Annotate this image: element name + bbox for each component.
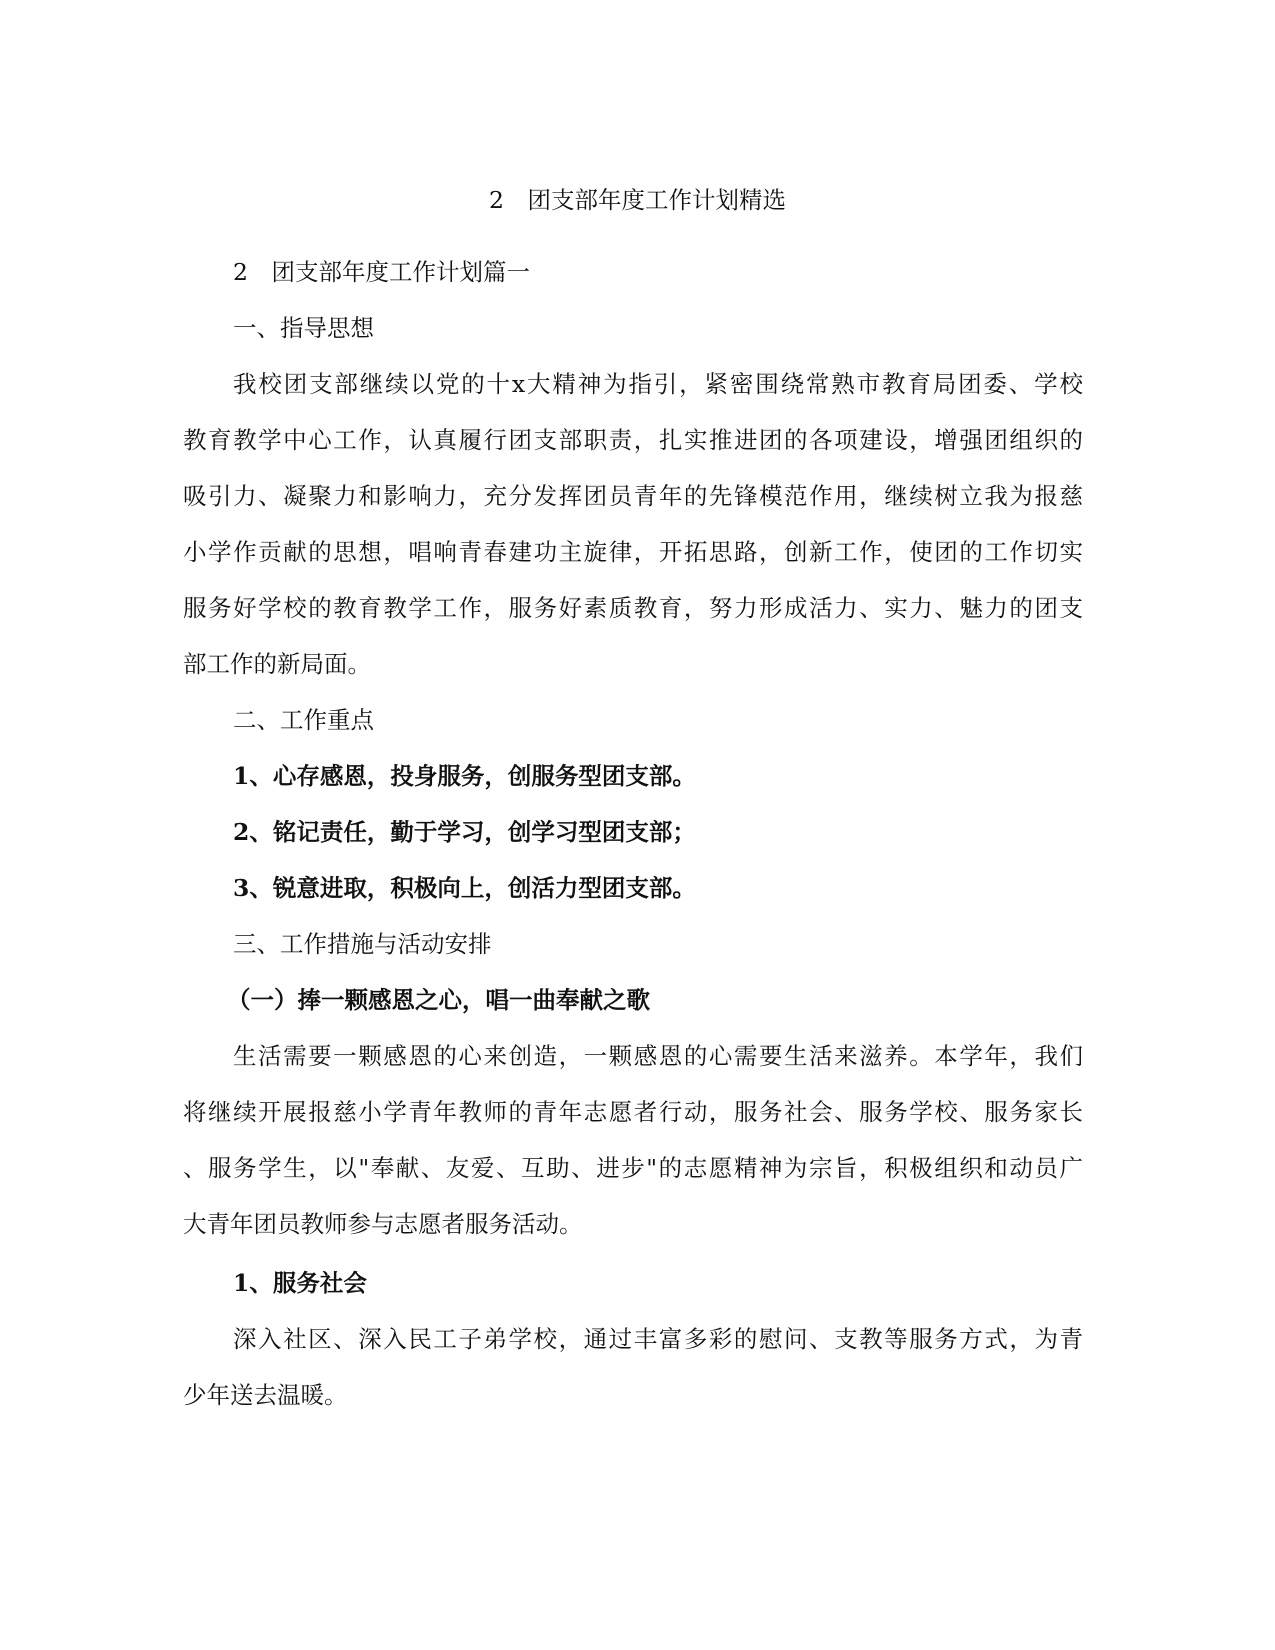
paragraph-line: 少年送去温暖。 bbox=[183, 1381, 348, 1409]
paragraph-line: 吸引力、凝聚力和影响力，充分发挥团员青年的先锋模范作用，继续树立我为报慈 bbox=[183, 482, 1083, 510]
item-heading-serve-society: 1、服务社会 bbox=[233, 1269, 367, 1297]
document-subtitle: 2 团支部年度工作计划篇一 bbox=[233, 258, 530, 286]
key-point-item: 1、心存感恩，投身服务，创服务型团支部。 bbox=[233, 762, 696, 790]
paragraph-line: 部工作的新局面。 bbox=[183, 650, 371, 678]
section-heading-work-focus: 二、工作重点 bbox=[233, 706, 374, 734]
section-heading-guiding-thought: 一、指导思想 bbox=[233, 314, 374, 342]
key-point-item: 3、锐意进取，积极向上，创活力型团支部。 bbox=[233, 874, 696, 902]
paragraph-line: 生活需要一颗感恩的心来创造，一颗感恩的心需要生活来滋养。本学年，我们 bbox=[233, 1042, 1083, 1070]
key-point-item: 2、铭记责任，勤于学习，创学习型团支部； bbox=[233, 818, 696, 846]
paragraph-line: 小学作贡献的思想，唱响青春建功主旋律，开拓思路，创新工作，使团的工作切实 bbox=[183, 538, 1083, 566]
subsection-heading: （一）捧一颗感恩之心，唱一曲奉献之歌 bbox=[227, 986, 650, 1014]
paragraph-line: 教育教学中心工作，认真履行团支部职责，扎实推进团的各项建设，增强团组织的 bbox=[183, 426, 1083, 454]
paragraph-line: 、服务学生，以"奉献、友爱、互助、进步"的志愿精神为宗旨，积极组织和动员广 bbox=[183, 1154, 1083, 1182]
document-title: 2 团支部年度工作计划精选 bbox=[489, 186, 786, 214]
section-heading-measures: 三、工作措施与活动安排 bbox=[233, 930, 492, 958]
paragraph-line: 将继续开展报慈小学青年教师的青年志愿者行动，服务社会、服务学校、服务家长 bbox=[183, 1098, 1083, 1126]
paragraph-line: 服务好学校的教育教学工作，服务好素质教育，努力形成活力、实力、魅力的团支 bbox=[183, 594, 1083, 622]
paragraph-line: 我校团支部继续以党的十x大精神为指引，紧密围绕常熟市教育局团委、学校 bbox=[233, 370, 1083, 398]
paragraph-line: 深入社区、深入民工子弟学校，通过丰富多彩的慰问、支教等服务方式，为青 bbox=[233, 1325, 1083, 1353]
paragraph-line: 大青年团员教师参与志愿者服务活动。 bbox=[183, 1210, 583, 1238]
